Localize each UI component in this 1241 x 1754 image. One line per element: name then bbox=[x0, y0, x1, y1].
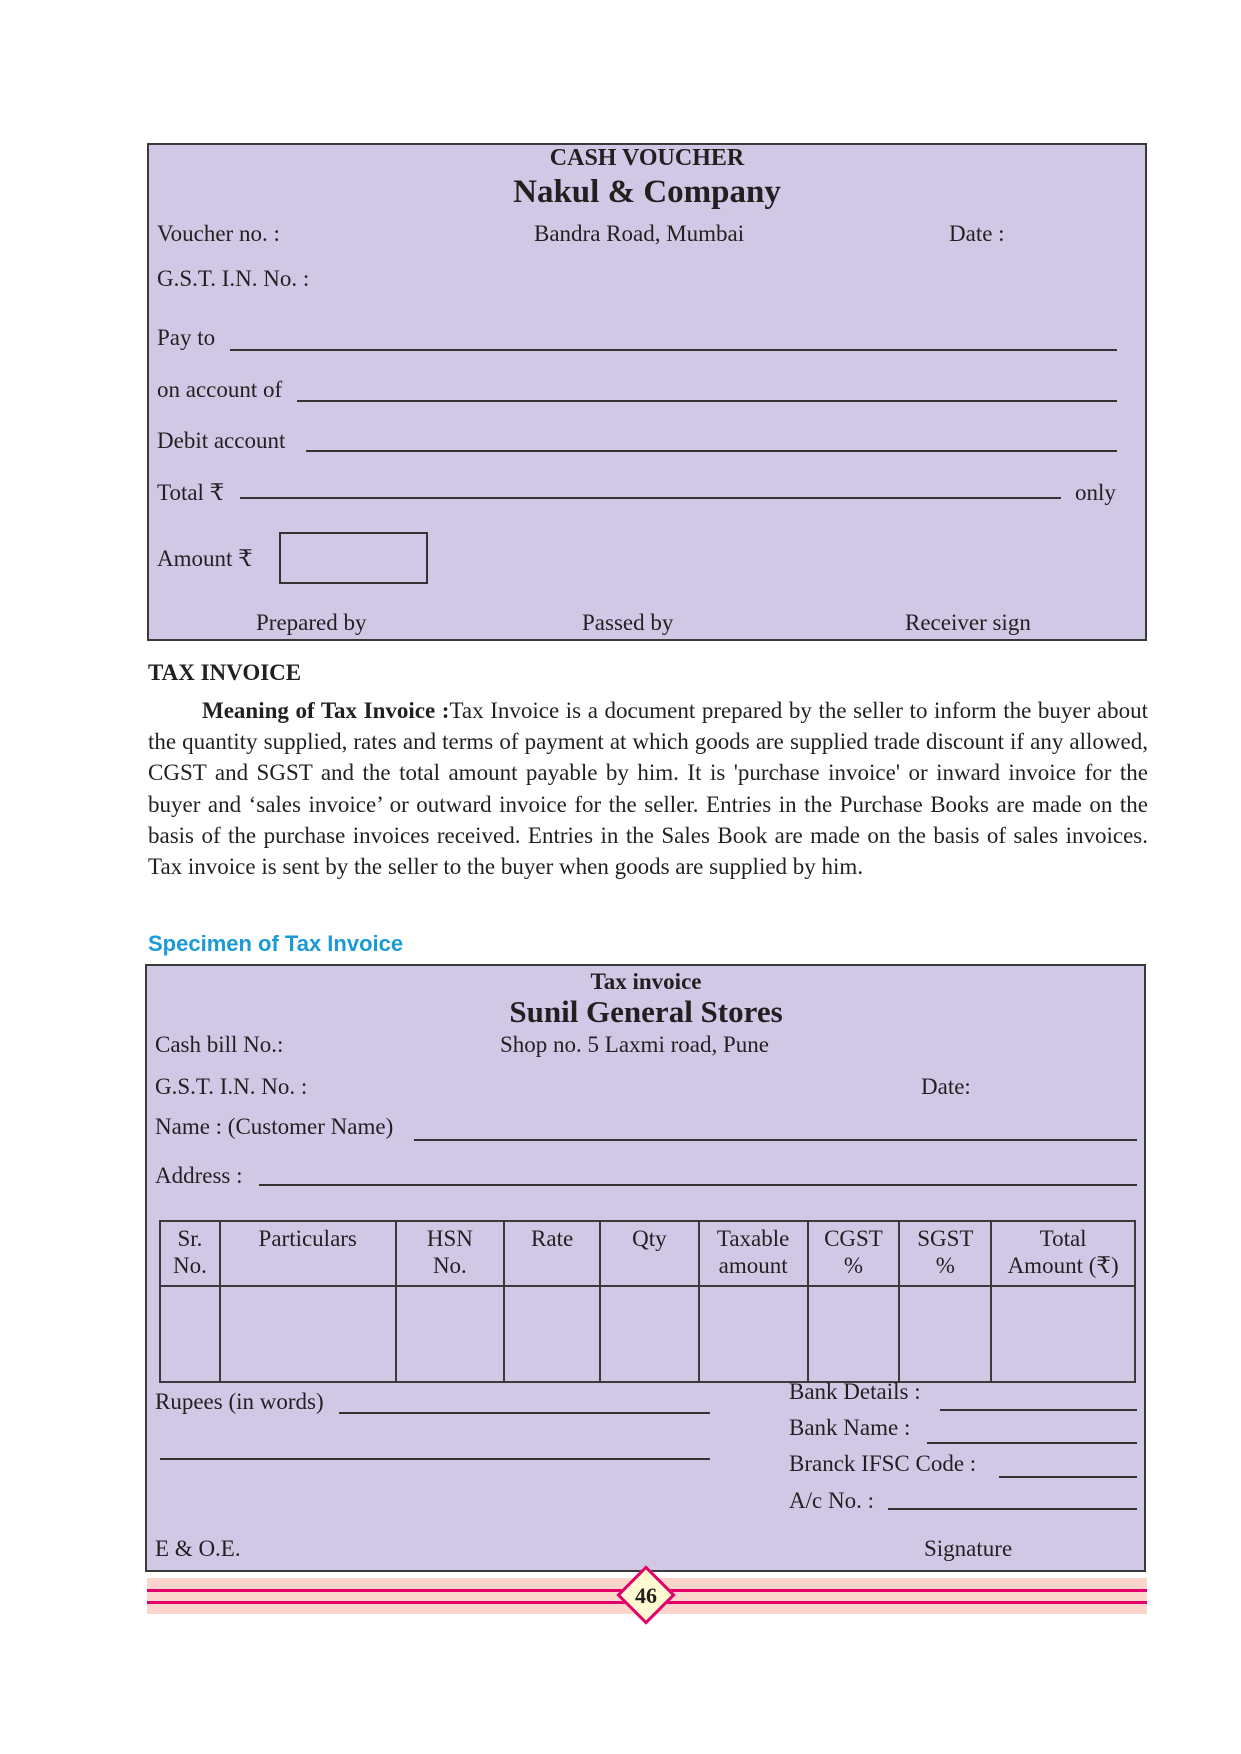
address-field[interactable] bbox=[259, 1184, 1137, 1186]
debit-account-label: Debit account bbox=[157, 428, 286, 453]
amount-label: Amount ₹ bbox=[157, 546, 253, 571]
total-field[interactable] bbox=[240, 497, 1061, 499]
account-number-field[interactable] bbox=[888, 1508, 1137, 1510]
voucher-heading: CASH VOUCHER bbox=[549, 145, 745, 171]
voucher-no-label: Voucher no. : bbox=[157, 221, 280, 246]
cell-hsn-no[interactable] bbox=[396, 1286, 505, 1382]
invoice-address: Shop no. 5 Laxmi road, Pune bbox=[500, 1032, 769, 1057]
ifsc-code-label: Branck IFSC Code : bbox=[789, 1451, 977, 1476]
column-header-particulars: Particulars bbox=[220, 1221, 396, 1286]
column-header-hsn-no: HSN No. bbox=[396, 1221, 505, 1286]
ifsc-code-field[interactable] bbox=[999, 1476, 1137, 1478]
rupees-in-words-label: Rupees (in words) bbox=[155, 1389, 324, 1414]
bank-details-label: Bank Details : bbox=[789, 1379, 921, 1404]
rupees-in-words-field[interactable] bbox=[339, 1412, 710, 1414]
on-account-of-label: on account of bbox=[157, 377, 283, 402]
meaning-label: Meaning of Tax Invoice : bbox=[202, 698, 450, 723]
cell-total-amount[interactable] bbox=[991, 1286, 1135, 1382]
customer-name-field[interactable] bbox=[414, 1139, 1137, 1141]
column-header-qty: Qty bbox=[600, 1221, 699, 1286]
tax-invoice-meaning-paragraph bbox=[148, 695, 1148, 882]
passed-by-label: Passed by bbox=[582, 610, 674, 635]
address-label: Address : bbox=[155, 1163, 243, 1188]
total-label: Total ₹ bbox=[157, 480, 225, 505]
invoice-heading: Tax invoice bbox=[590, 969, 702, 994]
cash-bill-label: Cash bill No.: bbox=[155, 1032, 284, 1057]
only-label: only bbox=[1075, 480, 1116, 505]
cell-qty[interactable] bbox=[600, 1286, 699, 1382]
cell-taxable-amount[interactable] bbox=[699, 1286, 808, 1382]
bank-name-label: Bank Name : bbox=[789, 1415, 911, 1440]
column-header-sgst: SGST % bbox=[899, 1221, 991, 1286]
bank-details-field[interactable] bbox=[940, 1409, 1137, 1411]
customer-name-label: Name : (Customer Name) bbox=[155, 1114, 394, 1139]
cell-cgst[interactable] bbox=[808, 1286, 900, 1382]
column-header-rate: Rate bbox=[504, 1221, 600, 1286]
table-row bbox=[160, 1286, 1135, 1382]
receiver-sign-label: Receiver sign bbox=[905, 610, 1031, 635]
bank-name-field[interactable] bbox=[927, 1442, 1137, 1444]
meaning-text: Tax Invoice is a document prepared by the seller to inform the buyer about the quantity supplied, rates and terms of payment at which goods are supplied trade discount if any allowed, CGST and SGST and the total amount payable by him. It is 'purchase invoice' or inward invoice for the buyer and ‘sales invoice’ or outward invoice for the seller. Entries in the Purchase Books are made on the basis of the purchase invoices received. Entries in the Sales Book are made on the basis of sales invoices. Tax invoice is sent by the seller to the buyer when goods are supplied by him. bbox=[148, 698, 1148, 880]
column-header-total-amount: Total Amount (₹) bbox=[991, 1221, 1135, 1286]
column-header-taxable-amount: Taxable amount bbox=[699, 1221, 808, 1286]
invoice-store-name: Sunil General Stores bbox=[509, 994, 783, 1029]
voucher-address: Bandra Road, Mumbai bbox=[534, 221, 745, 246]
cell-particulars[interactable] bbox=[220, 1286, 396, 1382]
account-number-label: A/c No. : bbox=[789, 1488, 874, 1513]
cell-sr-no[interactable] bbox=[160, 1286, 220, 1382]
voucher-company-name: Nakul & Company bbox=[513, 174, 781, 210]
rupees-in-words-field-line-2[interactable] bbox=[160, 1458, 710, 1460]
amount-box[interactable] bbox=[279, 532, 428, 584]
signature-label: Signature bbox=[924, 1536, 1013, 1561]
debit-account-field[interactable] bbox=[306, 450, 1117, 452]
prepared-by-label: Prepared by bbox=[256, 610, 367, 635]
cell-rate[interactable] bbox=[504, 1286, 600, 1382]
section-title: TAX INVOICE bbox=[148, 660, 302, 685]
invoice-date-label: Date: bbox=[921, 1074, 971, 1099]
pay-to-label: Pay to bbox=[157, 325, 216, 350]
column-header-cgst: CGST % bbox=[808, 1221, 900, 1286]
table-header-row bbox=[160, 1221, 1135, 1286]
page-number: 46 bbox=[635, 1583, 657, 1608]
invoice-gstin-label: G.S.T. I.N. No. : bbox=[155, 1074, 308, 1099]
on-account-of-field[interactable] bbox=[297, 400, 1117, 402]
specimen-heading: Specimen of Tax Invoice bbox=[148, 931, 404, 956]
eoe-label: E & O.E. bbox=[155, 1536, 241, 1561]
voucher-gstin-label: G.S.T. I.N. No. : bbox=[157, 266, 310, 291]
pay-to-field[interactable] bbox=[230, 349, 1117, 351]
invoice-items-table bbox=[159, 1220, 1136, 1383]
column-header-sr-no: Sr. No. bbox=[160, 1221, 220, 1286]
cell-sgst[interactable] bbox=[899, 1286, 991, 1382]
voucher-date-label: Date : bbox=[949, 221, 1005, 246]
